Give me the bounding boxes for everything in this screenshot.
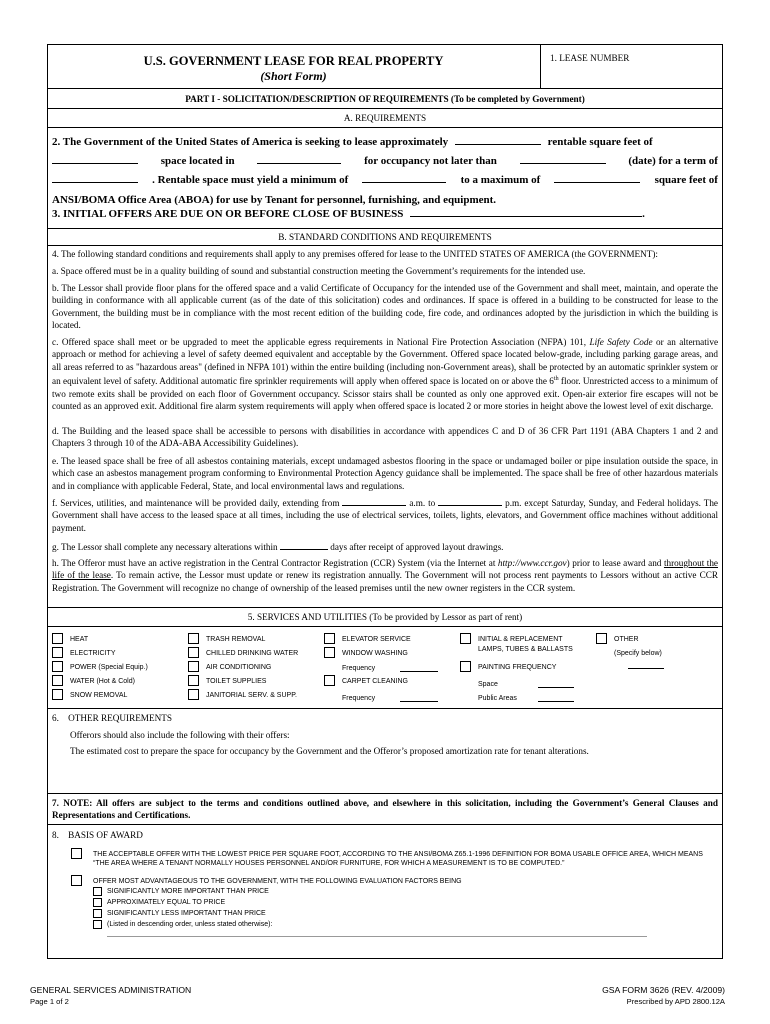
- service-heat: HEAT: [70, 636, 89, 643]
- listed-order-checkbox[interactable]: [93, 920, 102, 929]
- due-date-field[interactable]: [410, 207, 642, 217]
- factor-more-important: SIGNIFICANTLY MORE IMPORTANT THAN PRICE: [107, 888, 269, 895]
- lease-number-field[interactable]: [560, 66, 715, 84]
- janitorial-checkbox[interactable]: [188, 689, 199, 700]
- water-checkbox[interactable]: [52, 675, 63, 686]
- window-washing-checkbox[interactable]: [324, 647, 335, 658]
- other-requirements-title: 6. OTHER REQUIREMENTS: [52, 713, 172, 723]
- start-time-field[interactable]: [342, 496, 406, 506]
- service-snow: SNOW REMOVAL: [70, 692, 128, 699]
- lease-number-label: 1. LEASE NUMBER: [550, 53, 630, 63]
- section-b-title: B. STANDARD CONDITIONS AND REQUIREMENTS: [278, 232, 492, 242]
- most-advantageous-checkbox[interactable]: [71, 875, 82, 886]
- service-lamps-b: LAMPS, TUBES & BALLASTS: [478, 646, 573, 653]
- other-specify-field[interactable]: [628, 668, 664, 669]
- footer-form: GSA FORM 3626 (REV. 4/2009): [602, 985, 725, 995]
- factor-equal: APPROXIMATELY EQUAL TO PRICE: [107, 899, 226, 906]
- more-important-checkbox[interactable]: [93, 887, 102, 896]
- power-checkbox[interactable]: [52, 661, 63, 672]
- painting-public-label: Public Areas: [478, 695, 517, 702]
- alteration-days-field[interactable]: [280, 540, 328, 550]
- occupancy-date-field[interactable]: [520, 154, 606, 164]
- approx-sqft-field[interactable]: [455, 135, 541, 145]
- service-carpet: CARPET CLEANING: [342, 678, 408, 685]
- service-other: OTHER: [614, 636, 639, 643]
- condition-g: g. The Lessor shall complete any necessary alterations within days after receipt of approved layout drawings.: [52, 542, 504, 552]
- basis-option-lowest-price: THE ACCEPTABLE OFFER WITH THE LOWEST PRICE PER SQUARE FOOT, ACCORDING TO THE ANSI/BOMA Z65.1-1996 DEFINITION FOR BOMA USABLE OFFICE AREA, WHICH MEANS “THE AREA WHERE A TENANT NORMALLY HOUSES PERSONNEL AND/OR FURNITURE, FOR WHICH A MEASUREMENT IS TO BE COMPUTED.”: [93, 851, 703, 867]
- minimum-sqft-field[interactable]: [362, 173, 446, 183]
- evaluation-factors-field[interactable]: [107, 936, 647, 937]
- section-a-title: A. REQUIREMENTS: [343, 113, 427, 123]
- services-title: 5. SERVICES AND UTILITIES (To be provided by Lessor as part of rent): [247, 612, 523, 622]
- maximum-sqft-field[interactable]: [554, 173, 640, 183]
- toilet-supplies-checkbox[interactable]: [188, 675, 199, 686]
- carpet-frequency-label: Frequency: [342, 695, 376, 702]
- form-title: U.S. GOVERNMENT LEASE FOR REAL PROPERTY: [143, 54, 444, 68]
- service-window: WINDOW WASHING: [342, 650, 408, 657]
- service-chilled-water: CHILLED DRINKING WATER: [206, 650, 299, 657]
- service-ac: AIR CONDITIONING: [206, 664, 272, 671]
- heat-checkbox[interactable]: [52, 633, 63, 644]
- factor-less-important: SIGNIFICANTLY LESS IMPORTANT THAN PRICE: [107, 910, 266, 917]
- other-checkbox[interactable]: [596, 633, 607, 644]
- service-electricity: ELECTRICITY: [70, 650, 116, 657]
- service-toilet: TOILET SUPPLIES: [206, 678, 267, 685]
- other-requirements-line1: Offerors should also include the following with their offers:: [70, 730, 290, 740]
- footer-page: Page 1 of 2: [30, 997, 69, 1006]
- form-subtitle: (Short Form): [260, 69, 327, 83]
- footer-agency: GENERAL SERVICES ADMINISTRATION: [30, 985, 192, 995]
- basis-title: 8. BASIS OF AWARD: [52, 830, 143, 840]
- service-power: POWER (Special Equip.): [70, 664, 148, 671]
- item3: 3. INITIAL OFFERS ARE DUE ON OR BEFORE CLOSE OF BUSINESS .: [52, 208, 645, 220]
- footer-prescribed: Prescribed by APD 2800.12A: [626, 997, 725, 1006]
- item2-line3: . Rentable space must yield a minimum of to a maximum of square feet of: [52, 173, 718, 187]
- condition-d: d. The Building and the leased space shall be accessible to persons with disabilities in accordance with appendices C and D of 36 CFR Part 1191 (ABA Chapters 1 and 2 and Chapters 3 through 10 of the ADA-ABA Accessibility Guidelines).: [52, 426, 718, 449]
- item4: 4. The following standard conditions and requirements shall apply to any premises offered for lease to the UNITED STATES OF AMERICA (the GOVERNMENT):: [52, 249, 658, 259]
- carpet-cleaning-checkbox[interactable]: [324, 675, 335, 686]
- service-other-specify: (Specify below): [614, 650, 662, 657]
- end-time-field[interactable]: [438, 496, 502, 506]
- condition-c: c. Offered space shall meet or be upgraded to meet the applicable egress requirements in National Fire Protection Association (NFPA) 101, Life Safety Code or an alternative approach or method for achieving a level of safety deemed equivalent and acceptable by the Government. Offered space located below-grade, including parking garage areas, and all areas referred to as "hazardous areas" (defined in NFPA 101) within the entire building (including non-Government areas), shall be protected by an automatic sprinkler system or an equivalent level of safety. Additional automatic fire sprinkler requirements will apply when offered space is located on or above the 6th floor. Unrestricted access to a minimum of two remote exits shall be provided on each floor of Government occupancy. Scissor stairs shall be counted as only one approved exit. Open-air exterior fire escapes will not be counted as an approved exit. Additional fire alarm system requirements will apply when offered space is located 2 or more stories in height above the lowest level of exit discharge.: [52, 337, 719, 412]
- item2-line4: ANSI/BOMA Office Area (ABOA) for use by Tenant for personnel, furnishing, and equipment.: [52, 194, 497, 206]
- part1-title: PART I - SOLICITATION/DESCRIPTION OF REQUIREMENTS (To be completed by Government): [185, 94, 585, 104]
- location-field[interactable]: [257, 154, 341, 164]
- painting-space-field[interactable]: [538, 687, 574, 688]
- elevator-checkbox[interactable]: [324, 633, 335, 644]
- condition-e: e. The leased space shall be free of all asbestos containing materials, except undamaged asbestos flooring in the space or undamaged boiler or pipe insulation outside the space, in which case an asbestos management program conforming to Environmental Protection Agency guidance shall be implemented. The space shall be free of other hazardous materials and in compliance with applicable Federal, State, and local environmental laws and regulations.: [52, 456, 718, 491]
- chilled-water-checkbox[interactable]: [188, 647, 199, 658]
- painting-space-label: Space: [478, 681, 498, 688]
- lamps-checkbox[interactable]: [460, 633, 471, 644]
- factor-listed-order: (Listed in descending order, unless stated otherwise):: [107, 921, 273, 928]
- service-lamps-a: INITIAL & REPLACEMENT: [478, 636, 563, 643]
- ac-checkbox[interactable]: [188, 661, 199, 672]
- less-important-checkbox[interactable]: [93, 909, 102, 918]
- service-painting: PAINTING FREQUENCY: [478, 664, 557, 671]
- condition-f: f. Services, utilities, and maintenance will be provided daily, extending from a.m. to p.m. except Saturday, Sunday, and Federal holidays. The Government shall have access to the leased space at all times, including the use of electrical services, toilets, lights, elevators, and Government office machines without additional payment.: [52, 498, 718, 533]
- other-requirements-line2: The estimated cost to prepare the space for occupancy by the Government and the Offeror’s proposed amortization rate for tenant alterations.: [70, 746, 589, 756]
- window-frequency-label: Frequency: [342, 665, 376, 672]
- ccr-link[interactable]: http://www.ccr.gov: [497, 558, 567, 568]
- painting-public-field[interactable]: [538, 701, 574, 702]
- lowest-price-checkbox[interactable]: [71, 848, 82, 859]
- service-janitorial: JANITORIAL SERV. & SUPP.: [206, 692, 297, 699]
- condition-a: a. Space offered must be in a quality building of sound and substantial construction meeting the Government’s requirements for the intended use.: [52, 266, 586, 276]
- city-field[interactable]: [52, 154, 138, 164]
- carpet-frequency-field[interactable]: [400, 701, 438, 702]
- service-trash: TRASH REMOVAL: [206, 636, 266, 643]
- condition-h: h. The Offeror must have an active registration in the Central Contractor Registration (CCR) System (via the Internet at http://www.ccr.gov) prior to lease award and throughout the life of the lease. To remain active, the Lessor must update or renew its registration annually. The Government will not process rent payments to Lessors without an active CCR Registration. The Government will recognize no change of ownership of the leased premises until the new owner registers in the CCR system.: [52, 558, 719, 593]
- item2-line1: 2. The Government of the United States of America is seeking to lease approximately rentable square feet of: [52, 136, 653, 148]
- condition-b: b. The Lessor shall provide floor plans for the offered space and a valid Certificate of Occupancy for the intended use of the Government and shall meet, maintain, and operate the building in conformance with all applicable current (as of the date of this solicitation) codes and ordinances. If space is offered in a building to be constructed for lease to the Government, the building must be in compliance with the most recent edition of the building code, fire code, and ordinances adopted by the jurisdiction in which the building is located.: [52, 283, 718, 331]
- window-frequency-field[interactable]: [400, 671, 438, 672]
- note-7: 7. NOTE: All offers are subject to the terms and conditions outlined above, and elsewhere in this solicitation, including the Government’s General Clauses and Representations and Certifications.: [52, 798, 718, 821]
- equal-checkbox[interactable]: [93, 898, 102, 907]
- trash-checkbox[interactable]: [188, 633, 199, 644]
- item2-line2: space located in for occupancy not later than (date) for a term of: [52, 154, 718, 168]
- electricity-checkbox[interactable]: [52, 647, 63, 658]
- service-water: WATER (Hot & Cold): [70, 678, 135, 685]
- painting-checkbox[interactable]: [460, 661, 471, 672]
- basis-option-most-advantageous: OFFER MOST ADVANTAGEOUS TO THE GOVERNMENT, WITH THE FOLLOWING EVALUATION FACTORS BEING: [93, 878, 462, 885]
- service-elevator: ELEVATOR SERVICE: [342, 636, 411, 643]
- term-field[interactable]: [52, 173, 138, 183]
- snow-removal-checkbox[interactable]: [52, 689, 63, 700]
